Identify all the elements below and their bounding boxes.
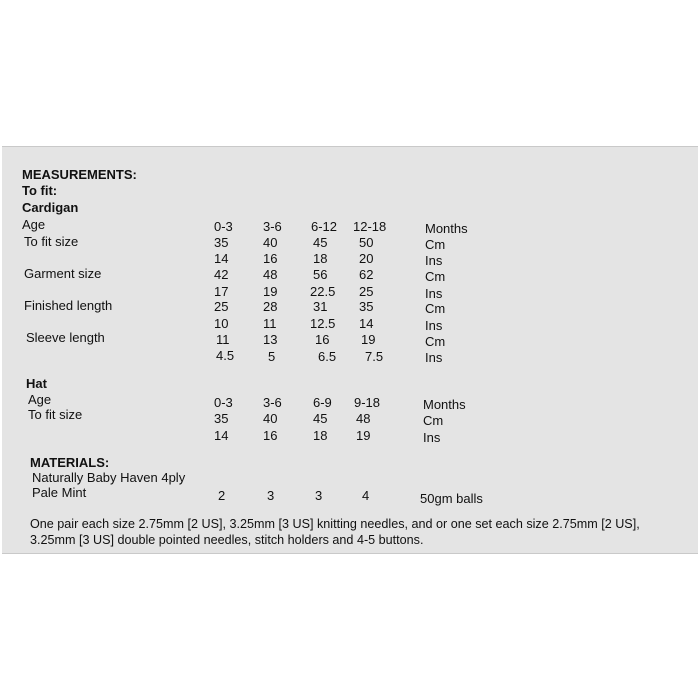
finished-length-ins: 10 — [214, 316, 229, 331]
garment-size-cm-unit: Cm — [425, 269, 446, 284]
finished-length-ins-unit: Ins — [425, 318, 443, 333]
cardigan-fit-size-ins: 18 — [313, 251, 328, 266]
finished-length-cm-unit: Cm — [425, 301, 446, 316]
garment-size-cm: 48 — [263, 267, 278, 282]
hat-age-value: 3-6 — [263, 395, 282, 410]
needles-note-line-1: One pair each size 2.75mm [2 US], 3.25mm [3 US] knitting needles, and or one set each size 2.75mm [2 US], — [30, 517, 640, 531]
garment-size-ins: 25 — [359, 284, 374, 299]
garment-size-cm: 56 — [313, 267, 328, 282]
cardigan-age-value: 12-18 — [353, 219, 387, 234]
sleeve-length-cm-unit: Cm — [425, 334, 446, 349]
garment-size-ins: 19 — [263, 284, 278, 299]
cardigan-age-value: 3-6 — [263, 219, 282, 234]
cardigan-fit-size-cm: 35 — [214, 235, 229, 250]
measurements-heading: MEASUREMENTS: — [22, 167, 137, 182]
hat-fit-size-cm: 48 — [356, 411, 371, 426]
garment-size-label: Garment size — [24, 266, 102, 281]
garment-size-ins-unit: Ins — [425, 286, 443, 301]
cardigan-fit-size-cm-unit: Cm — [425, 237, 446, 252]
hat-fit-size-ins: 16 — [263, 428, 278, 443]
cardigan-fit-size-label: To fit size — [24, 234, 79, 249]
finished-length-cm: 35 — [359, 299, 374, 314]
finished-length-ins: 11 — [263, 316, 277, 331]
garment-size-ins: 17 — [214, 284, 229, 299]
cardigan-age-label: Age — [22, 217, 46, 232]
hat-fit-size-ins: 18 — [313, 428, 328, 443]
hat-age-value: 0-3 — [214, 395, 233, 410]
hat-fit-size-cm: 35 — [214, 411, 229, 426]
finished-length-ins: 12.5 — [310, 316, 336, 331]
cardigan-fit-size-cm: 40 — [263, 235, 278, 250]
balls-unit: 50gm balls — [420, 491, 483, 506]
hat-fit-size-ins: 14 — [214, 428, 229, 443]
balls-count: 2 — [218, 488, 226, 503]
hat-heading: Hat — [26, 376, 47, 391]
cardigan-fit-size-ins: 14 — [214, 251, 229, 266]
sleeve-length-label: Sleeve length — [26, 330, 105, 345]
balls-count: 3 — [267, 488, 275, 503]
finished-length-ins: 14 — [359, 316, 374, 331]
cardigan-fit-size-ins: 20 — [359, 251, 374, 266]
sleeve-length-ins-unit: Ins — [425, 350, 443, 365]
finished-length-label: Finished length — [24, 298, 113, 313]
hat-age-value: 9-18 — [354, 395, 381, 410]
materials-heading: MATERIALS: — [30, 455, 110, 470]
sleeve-length-cm: 19 — [361, 332, 376, 347]
hat-age-value: 6-9 — [313, 395, 332, 410]
sleeve-length-ins: 7.5 — [365, 349, 384, 364]
sleeve-length-ins: 6.5 — [318, 349, 337, 364]
cardigan-age-value: 6-12 — [311, 219, 338, 234]
hat-fit-size-ins-unit: Ins — [423, 430, 441, 445]
garment-size-cm: 42 — [214, 267, 229, 282]
cardigan-heading: Cardigan — [22, 200, 79, 215]
balls-count: 3 — [315, 488, 323, 503]
cardigan-fit-size-ins: 16 — [263, 251, 278, 266]
cardigan-age-value: 0-3 — [214, 219, 233, 234]
cardigan-fit-size-cm: 45 — [313, 235, 328, 250]
finished-length-cm: 28 — [263, 299, 278, 314]
to-fit-heading: To fit: — [22, 183, 58, 198]
hat-age-label: Age — [28, 392, 52, 407]
cardigan-fit-size-cm: 50 — [359, 235, 374, 250]
pattern-card — [2, 146, 698, 554]
cardigan-age-unit: Months — [425, 221, 468, 236]
hat-fit-size-cm: 45 — [313, 411, 328, 426]
finished-length-cm: 25 — [214, 299, 229, 314]
sleeve-length-cm: 13 — [263, 332, 278, 347]
finished-length-cm: 31 — [313, 299, 328, 314]
garment-size-ins: 22.5 — [310, 284, 336, 299]
hat-fit-size-cm: 40 — [263, 411, 278, 426]
hat-age-unit: Months — [423, 397, 466, 412]
needles-note-line-2: 3.25mm [3 US] double pointed needles, stitch holders and 4-5 buttons. — [30, 533, 424, 547]
sleeve-length-cm: 11 — [216, 332, 230, 347]
hat-fit-size-label: To fit size — [28, 407, 83, 422]
sleeve-length-cm: 16 — [315, 332, 330, 347]
yarn-name: Naturally Baby Haven 4ply — [32, 470, 186, 485]
sleeve-length-ins: 5 — [268, 349, 276, 364]
cardigan-fit-size-ins-unit: Ins — [425, 253, 443, 268]
balls-count: 4 — [362, 488, 370, 503]
yarn-colour: Pale Mint — [32, 485, 87, 500]
hat-fit-size-ins: 19 — [356, 428, 371, 443]
garment-size-cm: 62 — [359, 267, 374, 282]
sleeve-length-ins: 4.5 — [216, 348, 235, 363]
hat-fit-size-cm-unit: Cm — [423, 413, 444, 428]
